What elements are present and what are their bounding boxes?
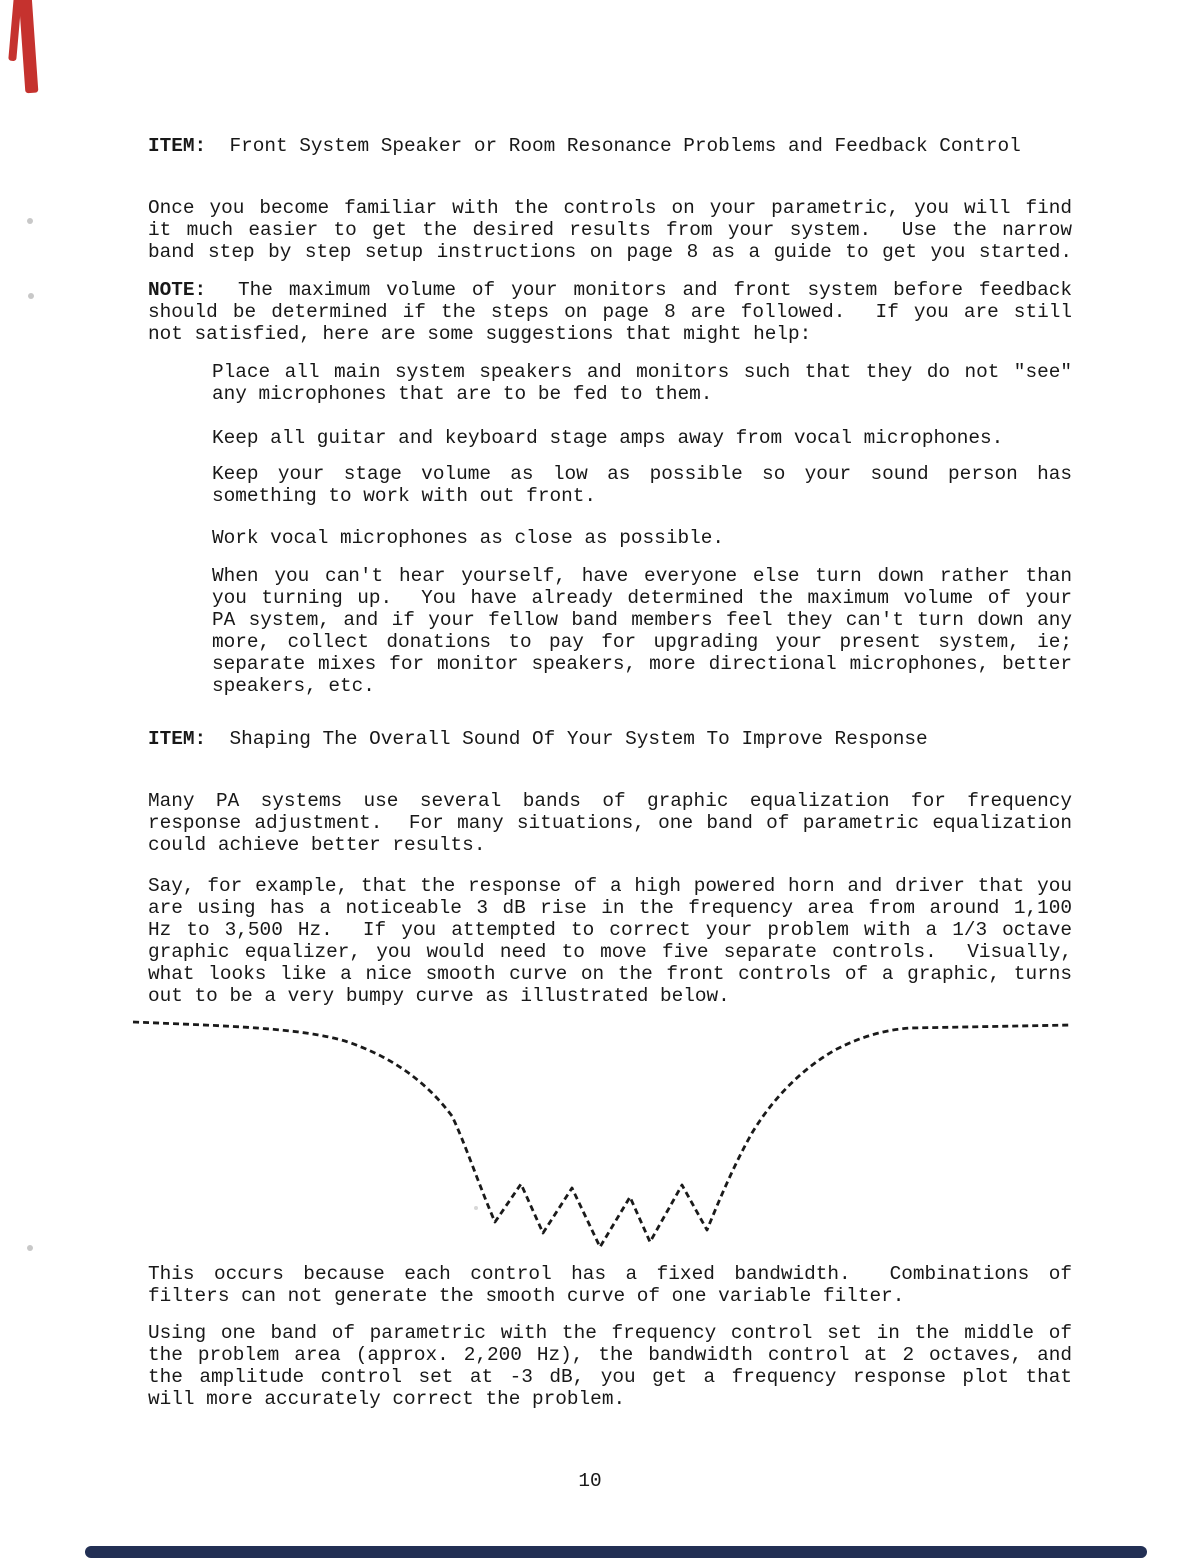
text-line: the amplitude control set at -3 dB, you get a frequency response plot that: [148, 1366, 1072, 1388]
text-line: should be determined if the steps on page 8 are followed. If you are still: [148, 301, 1072, 323]
text-line: filters can not generate the smooth curve of one variable filter.: [148, 1285, 905, 1307]
paragraph-b2: [212, 427, 1072, 449]
red-pen-mark: [19, 0, 39, 93]
heading-label: ITEM:: [148, 728, 207, 750]
paragraph-b4: [212, 527, 1072, 549]
paragraph-b3: [212, 463, 1072, 507]
heading-label: ITEM:: [148, 135, 207, 157]
dashed-curve-path: [133, 1022, 1072, 1247]
text-line: speakers, etc.: [212, 675, 375, 697]
text-line: Using one band of parametric with the frequency control set in the middle of: [148, 1322, 1072, 1344]
page-number: 10: [578, 1470, 602, 1492]
heading-line: ITEM: Front System Speaker or Room Resonance Problems and Feedback Control: [148, 135, 1021, 157]
heading-h2: [148, 728, 1072, 750]
heading-h1: [148, 135, 1072, 157]
text-line: Hz to 3,500 Hz. If you attempted to correct your problem with a 1/3 octave: [148, 919, 1072, 941]
scan-speck: [27, 218, 33, 224]
paragraph-p2: [148, 790, 1072, 856]
text-line: you turning up. You have already determined the maximum volume of your: [212, 587, 1072, 609]
paragraph-b5: [212, 565, 1072, 697]
frequency-response-figure: [0, 1008, 1200, 1268]
bottom-scan-bar: [85, 1546, 1147, 1558]
text-line: Keep all guitar and keyboard stage amps away from vocal microphones.: [212, 427, 1004, 449]
text-line: could achieve better results.: [148, 834, 486, 856]
text-line: band step by step setup instructions on page 8 as a guide to get you started.: [148, 241, 1072, 263]
text-line: Place all main system speakers and monitors such that they do not "see": [212, 361, 1072, 383]
text-line: Say, for example, that the response of a high powered horn and driver that you: [148, 875, 1072, 897]
text-line: Many PA systems use several bands of graphic equalization for frequency: [148, 790, 1072, 812]
text-line: what looks like a nice smooth curve on the front controls of a graphic, turns: [148, 963, 1072, 985]
text-line: something to work with out front.: [212, 485, 596, 507]
text-line: Work vocal microphones as close as possible.: [212, 527, 724, 549]
text-line: will more accurately correct the problem.: [148, 1388, 626, 1410]
paragraph-p4: [148, 1263, 1072, 1307]
text-line: NOTE: The maximum volume of your monitors and front system before feedback: [148, 279, 1072, 301]
text-line: Keep your stage volume as low as possible so your sound person has: [212, 463, 1072, 485]
text-line: When you can't hear yourself, have everyone else turn down rather than: [212, 565, 1072, 587]
note-label: NOTE:: [148, 279, 207, 301]
paragraph-note: [148, 279, 1072, 345]
paragraph-p5: [148, 1322, 1072, 1410]
text-line: more, collect donations to pay for upgrading your present system, ie;: [212, 631, 1072, 653]
paragraph-p1: [148, 197, 1072, 263]
text-line: any microphones that are to be fed to them.: [212, 383, 713, 405]
text-line: out to be a very bumpy curve as illustrated below.: [148, 985, 730, 1007]
text-line: This occurs because each control has a fixed bandwidth. Combinations of: [148, 1263, 1072, 1285]
text-line: PA system, and if your fellow band members feel they can't turn down any: [212, 609, 1072, 631]
text-line: graphic equalizer, you would need to move five separate controls. Visually,: [148, 941, 1072, 963]
text-line: not satisfied, here are some suggestions that might help:: [148, 323, 812, 345]
text-line: it much easier to get the desired results from your system. Use the narrow: [148, 219, 1072, 241]
heading-line: ITEM: Shaping The Overall Sound Of Your System To Improve Response: [148, 728, 928, 750]
scan-speck: [28, 293, 34, 299]
text-line: response adjustment. For many situations, one band of parametric equalization: [148, 812, 1072, 834]
text-line: are using has a noticeable 3 dB rise in the frequency area from around 1,100: [148, 897, 1072, 919]
text-line: the problem area (approx. 2,200 Hz), the bandwidth control at 2 octaves, and: [148, 1344, 1072, 1366]
paragraph-p3: [148, 875, 1072, 1007]
text-line: separate mixes for monitor speakers, more directional microphones, better: [212, 653, 1072, 675]
text-line: Once you become familiar with the controls on your parametric, you will find: [148, 197, 1072, 219]
paragraph-b1: [212, 361, 1072, 405]
